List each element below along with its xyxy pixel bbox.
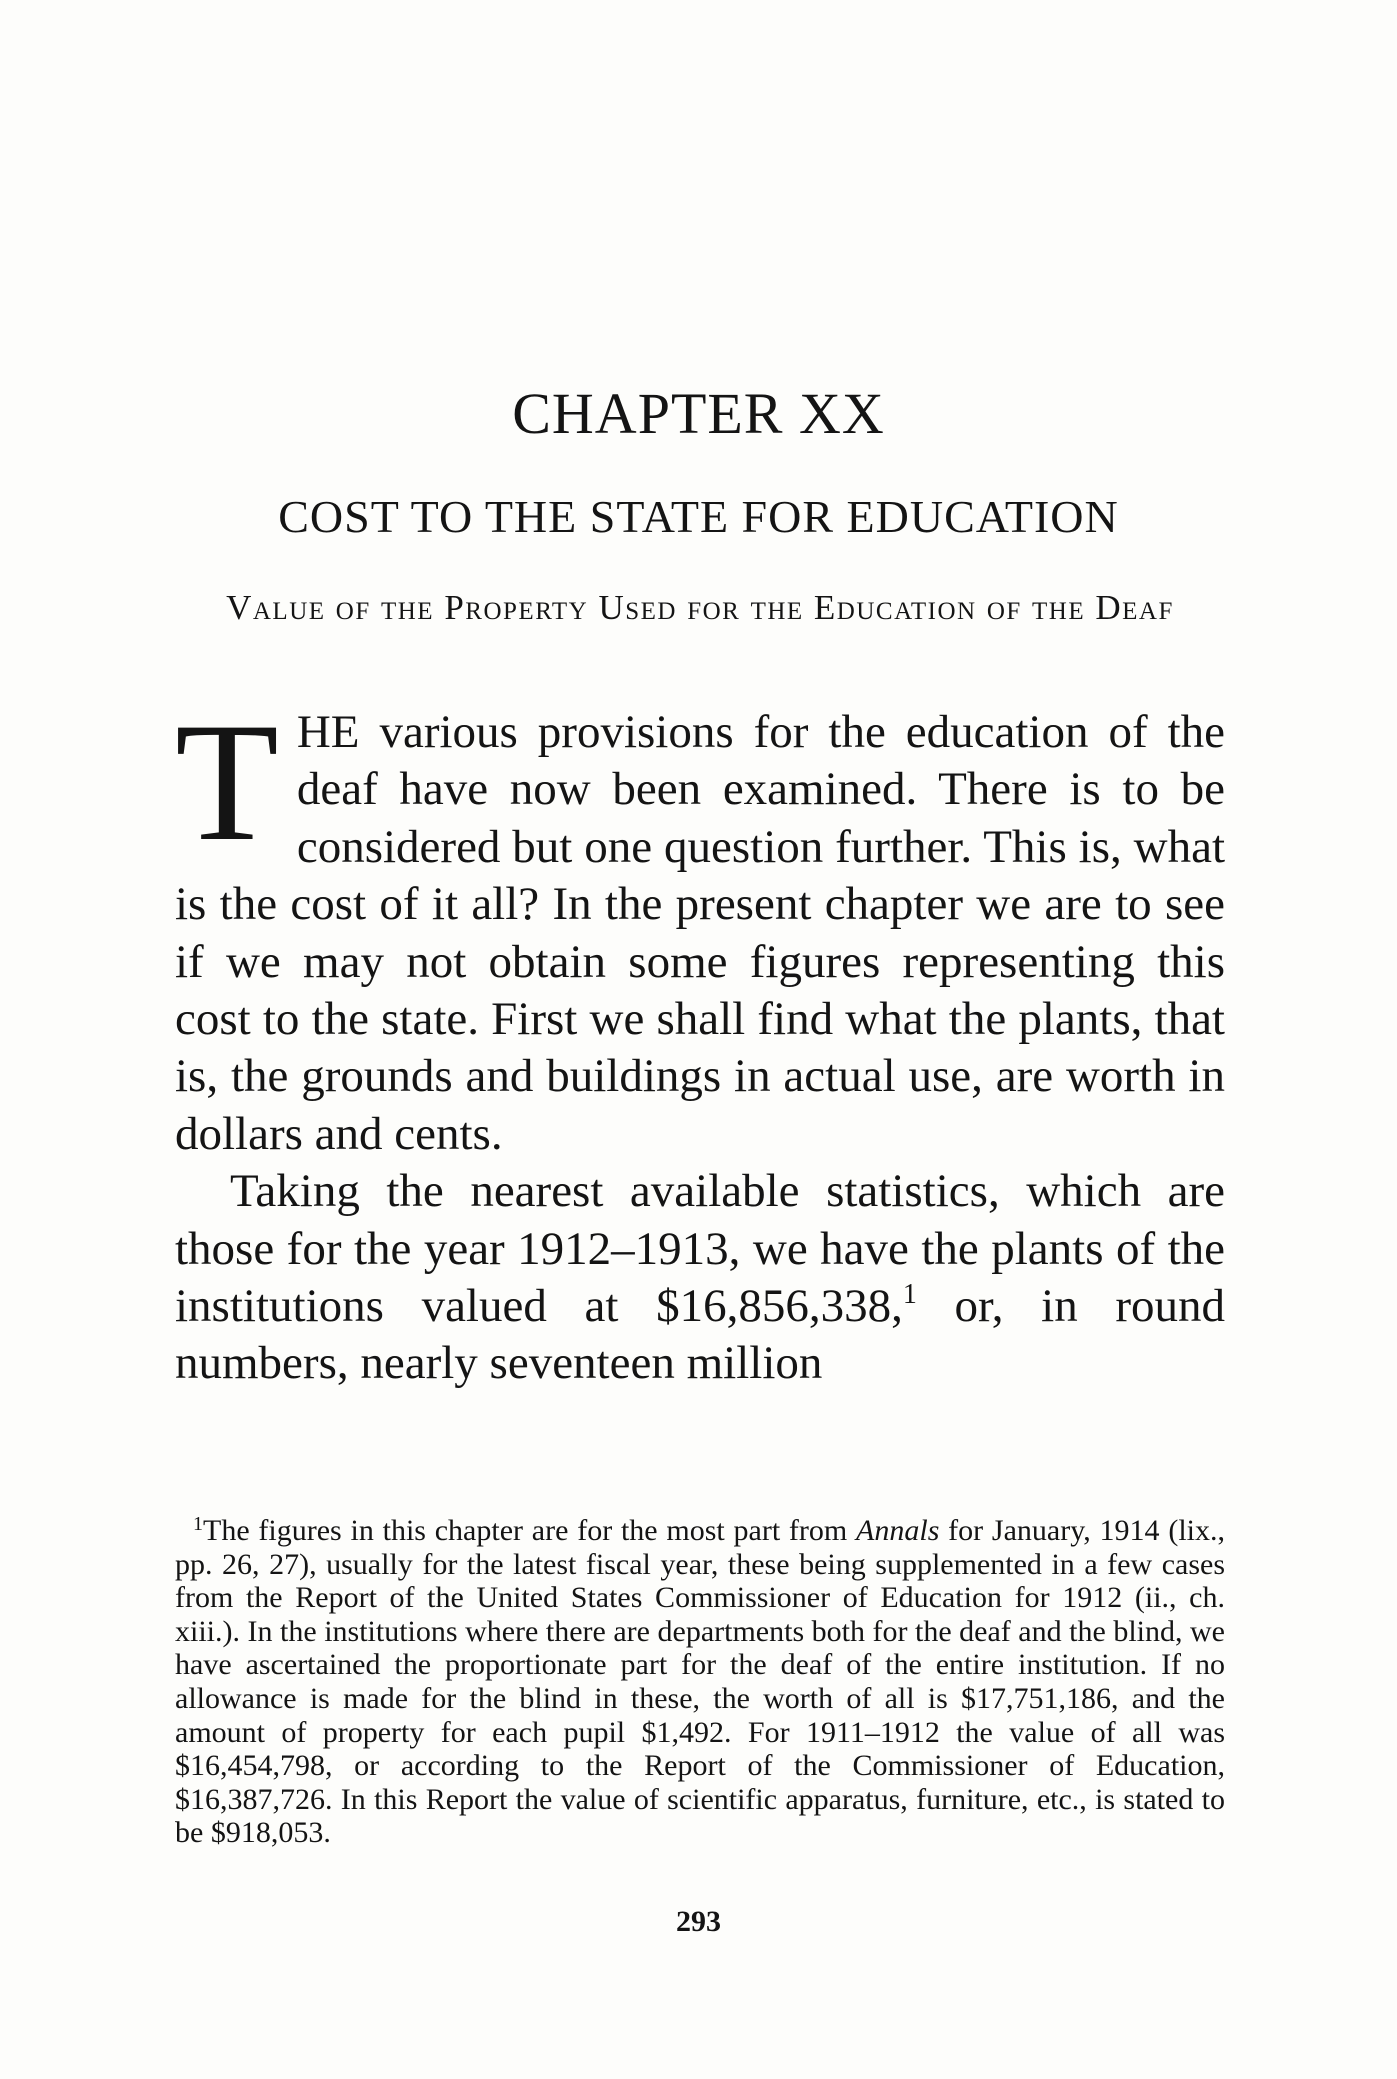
footnote-text: for January, 1914 (lix., pp. 26, 27), usually for the latest fiscal year, these being supplemented in a few cases from the Report of the United States Commissioner of Education for 1912 (ii., ch. xiii.). In the institutions where there are departments both for the deaf and the blind, we have ascertained the proportionate part for the deaf of the entire institution. If no allowance is made for the blind in these, the worth of all is $17,751,186, and the amount of property for each pupil $1,492. For 1911–1912 the value of all was $16,454,798, or according to the Report of the Commissioner of Education, $16,387,726. In this Report the value of scientific apparatus, furniture, etc., is stated to be $918,053. (175, 1514, 1226, 1850)
footnote (175, 1508, 1225, 1850)
footnote-marker: 1 (193, 1513, 203, 1535)
body-text (175, 688, 1226, 1393)
paragraph-2-tail: or, in round numbers, nearly seventeen million (175, 1280, 1226, 1390)
paragraph-1 (175, 688, 1225, 1163)
paragraph-2-text: Taking the nearest available statistics, which are those for the year 1912–1913, we have the plants of the institutions valued at $16,856,338, (175, 1165, 1225, 1333)
paragraph-1-text: HE various provisions for the education of the deaf have now been examined. There is to be considered but one question further. This is, what is the cost of it all? In the present chapter we are to see if we may not obtain some figures representing this cost to the state. First we shall find what the plants, that is, the grounds and buildings in actual use, are worth in dollars and cents. (175, 706, 1225, 1160)
footnote-lead: The figures in this chapter are for the most part from (203, 1514, 848, 1547)
chapter-subtitle: COST TO THE STATE FOR EDUCATION (278, 491, 1119, 542)
footnote-reference: 1 (902, 1279, 917, 1311)
chapter-title: CHAPTER XX (512, 381, 885, 446)
page-number: 293 (676, 1905, 721, 1938)
section-heading: Value of the Property Used for the Education of the Deaf (226, 588, 1174, 627)
footnote-source: Annals (856, 1514, 940, 1547)
paragraph-2 (175, 1163, 1225, 1393)
drop-cap: T (175, 688, 279, 876)
